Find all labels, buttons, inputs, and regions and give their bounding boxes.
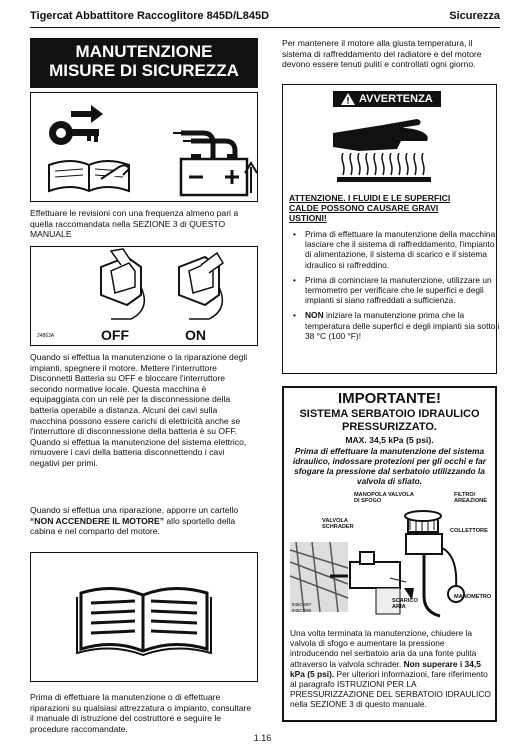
- important-paragraph-bold: Non superare i 34,5 kPa (5 psi).: [290, 658, 481, 679]
- hot-surface-icon: [323, 115, 457, 185]
- warning-triangle-icon: [341, 93, 355, 105]
- label-codes: 845C-087 845C-086: [292, 602, 312, 614]
- tag-paragraph-text: Quando si effettua una riparazione, apporre un cartello: [30, 505, 239, 515]
- page-header: [30, 10, 500, 22]
- header-rule: [30, 27, 500, 28]
- label-manometro: MANOMETRO: [454, 594, 492, 600]
- open-book-icon: [31, 553, 257, 681]
- important-subtitle: SISTEMA SERBATOIO IDRAULICO PRESSURIZZATO.: [299, 408, 480, 433]
- manual-paragraph: Prima di effettuare la manutenzione o di effettuare riparazioni su qualsiasi attrezzatura o impianto, consultare il manuale di istruzione del costruttore e seguire le procedure raccomandate.: [30, 692, 252, 734]
- reservoir-diagram: [290, 492, 490, 624]
- warning-header: [333, 91, 441, 107]
- header-title: Tigercat Abbattitore Raccoglitore 845D/L845D: [30, 10, 270, 22]
- important-paragraph: [290, 628, 491, 710]
- manual-figure: [30, 552, 258, 682]
- label-filtro: FILTRO/ AREAZIONE: [454, 492, 487, 505]
- warning-item-bold: NON: [305, 310, 324, 321]
- intro-paragraph: Effettuare le revisioni con una frequenza almeno pari a quella raccomandata nella SEZIONE 3 di QUESTO MANUALE: [30, 208, 239, 240]
- important-paragraph-text-end: Per ulteriori informazioni, fare riferimento al paragrafo ISTRUZIONI PER LA PRESSURIZZAZIONE DEL SERBATOIO IDRAULICO nella SEZIONE 3 di questo manuale.: [290, 668, 491, 710]
- cooling-paragraph: Per mantenere il motore alla giusta temperatura, il sistema di raffreddamento del radiatore e del motore devono essere tenuti puliti e controllati ogni giorno.: [282, 38, 482, 70]
- figure-code: 24863A: [37, 333, 55, 339]
- warning-item-text: iniziare la manutenzione prima che la temperatura delle superfici e degli impianti sia sotto i 38 °C (100 °F)!: [305, 310, 500, 341]
- switch-on-label: ON: [185, 327, 206, 343]
- important-max: MAX. 34,5 kPa (5 psi).: [345, 435, 434, 445]
- warning-item-text: Prima di cominciare la manutenzione, utilizzare un termometro per verificare che le superfici e degli impianti si siano raffreddati a sufficienza.: [305, 274, 492, 306]
- important-box: [282, 386, 497, 722]
- tag-paragraph-bold: “NON ACCENDERE IL MOTORE”: [30, 515, 165, 526]
- label-manopola: MANOPOLA VALVOLA DI SFOGO: [354, 492, 414, 505]
- important-paragraph-text: Una volta terminata la manutenzione, chiudere la valvola di sfogo e aumentare la pressione introducendo nel serbatoio aria da una fonte pulita attraverso la valvola schrader.: [290, 628, 477, 669]
- label-valvola: VALVOLA SCHRADER: [322, 518, 354, 531]
- page-number: 1.16: [253, 733, 272, 743]
- tag-paragraph: [30, 505, 255, 537]
- safety-pictogram: [30, 92, 258, 202]
- warning-item: [305, 310, 501, 341]
- switch-off-label: OFF: [101, 327, 129, 343]
- section-title-line1: MANUTENZIONE: [75, 42, 213, 61]
- battery-paragraph: Quando si effettua la manutenzione o la riparazione degli impianti, spegnere il motore. Mettere l'interruttore Disconnetti Batteria su OFF e bloccare l'interruttore secondo normative locale. Questa macchina è equipaggiata con un relè per la disconnessione della batteria operabile a distanza. Alcuni dei cavi sulla macchina possono essere carichi di elettricità anche se l'interruttore di disconnessione della batteria è su OFF. Quando si effettua la manutenzione del sistema elettrico, rimuovere i cavi della batteria disconnettendo i cavi negativi per primi.: [30, 352, 248, 468]
- warning-item: [305, 275, 501, 306]
- warning-label: AVVERTENZA: [359, 93, 433, 105]
- section-title-line2: MISURE DI SICUREZZA: [49, 61, 239, 80]
- key-battery-icon: [31, 93, 257, 201]
- header-section: Sicurezza: [449, 10, 500, 22]
- label-scarico: SCARICO ARIA: [392, 598, 418, 611]
- switch-icon: [31, 247, 257, 327]
- warning-heading: ATTENZIONE. I FLUIDI E LE SUPERFICI CALDE POSSONO CAUSARE GRAVI USTIONI!: [289, 193, 451, 223]
- warning-item: [305, 229, 501, 270]
- warning-item-text: Prima di effettuare la manutenzione della macchina, lasciare che il sistema di raffreddamento, l'impianto di alimentazione, il sistema di scarico e il sistema idraulico si raffreddino.: [305, 229, 498, 270]
- section-title: [30, 38, 258, 88]
- tag-paragraph-text-end: allo sportello della cabina e nel comparto del motore.: [30, 515, 236, 537]
- important-italic: Prima di effettuare la manutenzione del sistema idraulico, indossare protezioni per gli occhi e far sfogare la pressione dal serbatoio utilizzando la valvola di sfiato.: [292, 446, 487, 486]
- warning-box: [282, 84, 500, 374]
- battery-switch-figure: [30, 246, 258, 346]
- label-collettore: COLLETTORE: [450, 528, 488, 534]
- important-title: IMPORTANTE!: [337, 390, 442, 407]
- warning-list: [289, 229, 501, 346]
